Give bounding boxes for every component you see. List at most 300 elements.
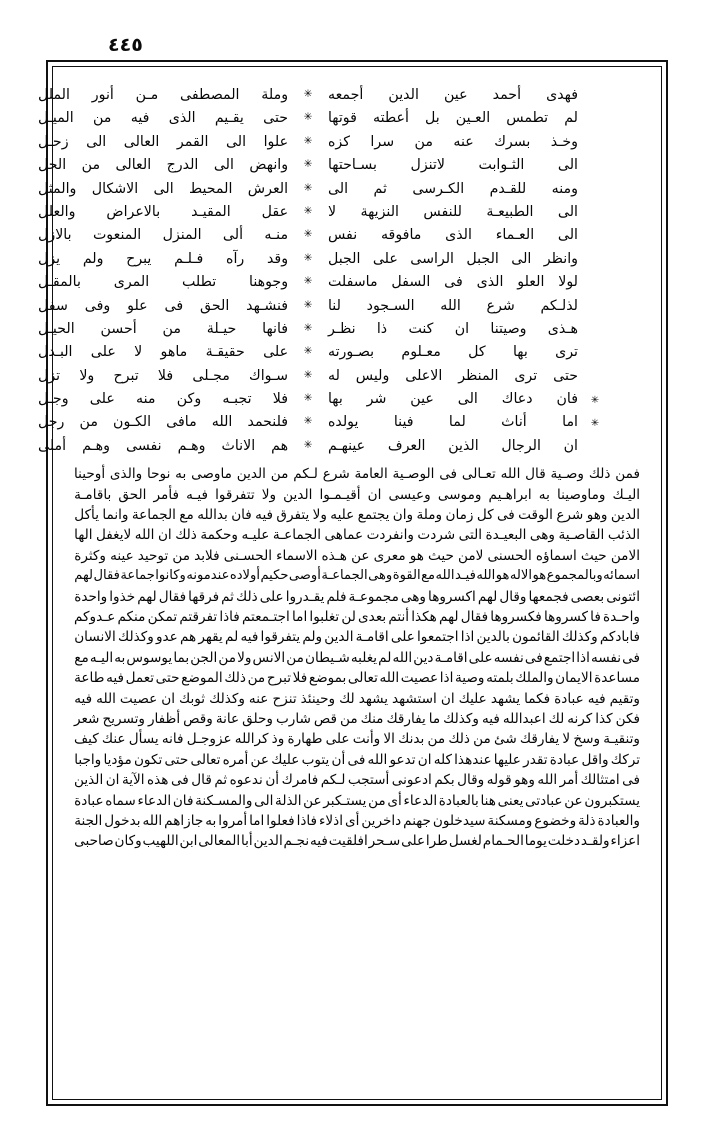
prose-word: وتنقيـة bbox=[603, 731, 640, 748]
prose-word: ذلك bbox=[236, 588, 258, 605]
prose-word: فأمر bbox=[153, 486, 179, 503]
prose-word: وتقيم bbox=[609, 690, 640, 707]
verse-body bbox=[38, 201, 578, 224]
prose-word: ولقـد bbox=[580, 833, 610, 850]
verse-separator-star-icon: ✳ bbox=[303, 228, 313, 241]
prose-word: شـيطان bbox=[304, 649, 350, 666]
prose-word: دين bbox=[413, 649, 434, 666]
prose-word: به bbox=[538, 486, 550, 503]
verse-separator-star-icon: ✳ bbox=[303, 111, 313, 124]
prose-word: داخرين bbox=[361, 812, 402, 829]
prose-word: أمر bbox=[559, 772, 579, 789]
prose-word: الجماعة bbox=[131, 507, 176, 524]
prose-word: تقدر bbox=[523, 751, 548, 768]
prose-word: الله bbox=[392, 649, 413, 666]
prose-line bbox=[74, 525, 640, 545]
prose-word: لـكم bbox=[320, 772, 346, 789]
prose-word: منك bbox=[360, 710, 384, 727]
verse-hemistich-second: وانهض الى الدرج العالى من الحل bbox=[38, 157, 289, 174]
prose-word: مجموعـة bbox=[348, 588, 399, 605]
prose-word: الها bbox=[74, 527, 93, 544]
prose-word: اجتمعوا bbox=[417, 629, 459, 646]
prose-word: الا bbox=[383, 731, 395, 748]
prose-word: يغلبه bbox=[350, 649, 378, 666]
verse-line bbox=[38, 201, 612, 224]
verse-separator-star-icon: ✳ bbox=[303, 88, 313, 100]
prose-word: الاله bbox=[509, 568, 532, 584]
prose-word: عندمونه bbox=[186, 568, 230, 584]
prose-word: اذا bbox=[576, 649, 590, 666]
prose-word: وهى bbox=[529, 527, 555, 544]
verse-line bbox=[38, 154, 612, 177]
verse-body bbox=[38, 131, 578, 154]
prose-word: ذلك bbox=[224, 670, 246, 687]
prose-word: الحـمام bbox=[482, 833, 524, 850]
prose-word: سـحر bbox=[368, 833, 401, 850]
prose-word: فابادكم bbox=[599, 629, 640, 646]
prose-word: لـكم bbox=[293, 466, 318, 483]
prose-line bbox=[74, 668, 640, 688]
prose-word: اذا bbox=[439, 670, 454, 687]
prose-word: الجماعـة bbox=[272, 527, 321, 544]
verse-body bbox=[38, 178, 578, 201]
prose-word: حكيم bbox=[260, 568, 289, 584]
verse-separator-star-icon: ✳ bbox=[303, 415, 313, 428]
verse-hemistich-second: فانها حيـلة من أحسن الحيـل bbox=[38, 320, 289, 337]
prose-word: حتى bbox=[164, 751, 189, 768]
verse-hemistich-second: فنشـهد الحق فى علو وفى سفل bbox=[38, 297, 289, 314]
verse-line bbox=[38, 84, 612, 107]
prose-word: عماهى bbox=[324, 527, 364, 544]
verse-body bbox=[38, 318, 578, 341]
prose-word: وكذلك bbox=[561, 629, 598, 646]
verse-separator-star-icon: ✳ bbox=[303, 134, 313, 147]
prose-word: وكان bbox=[114, 833, 142, 850]
prose-word: يجتمع bbox=[357, 507, 390, 524]
prose-word: والذى bbox=[109, 466, 143, 483]
prose-word: اجتـمعتم bbox=[242, 608, 290, 625]
prose-word: تدعو bbox=[389, 751, 416, 768]
prose-word: نفسه bbox=[590, 649, 622, 666]
verse-line bbox=[38, 435, 612, 458]
verse-body bbox=[38, 388, 578, 411]
prose-word: اللهيب bbox=[142, 833, 179, 850]
prose-word: ابراهـيم bbox=[488, 486, 532, 503]
prose-word: الله bbox=[500, 466, 521, 483]
prose-word: فيه bbox=[106, 670, 124, 687]
prose-word: دخلت bbox=[547, 833, 581, 850]
prose-word: الآية bbox=[121, 772, 145, 789]
verse-line bbox=[38, 365, 612, 388]
prose-word: والعبادة bbox=[597, 812, 640, 829]
prose-word: لهم bbox=[477, 588, 498, 605]
prose-word: أى bbox=[387, 792, 402, 809]
prose-word: هو bbox=[532, 568, 547, 584]
prose-word: يقـدروا bbox=[285, 588, 325, 605]
prose-word: فيه bbox=[255, 507, 274, 524]
prose-word: تعمل bbox=[125, 670, 155, 687]
prose-word: فرقها bbox=[188, 588, 220, 605]
prose-word: الله bbox=[435, 568, 455, 584]
prose-word: طرا bbox=[425, 833, 448, 850]
prose-word: معرى bbox=[373, 547, 406, 564]
verse-hemistich-first: فهدى أحمد عين الدين أجمعه bbox=[327, 87, 578, 103]
verse-hemistich-second: وملة المصطفى مـن أنور الملل bbox=[38, 87, 289, 103]
prose-word: يوسوس bbox=[126, 649, 173, 666]
prose-line bbox=[74, 709, 640, 729]
verse-hemistich-second: فلنحمد الله مافى الكـون من رجل bbox=[38, 414, 289, 431]
prose-word: لم bbox=[225, 629, 239, 646]
verse-line bbox=[38, 271, 612, 294]
prose-word: وانفردت bbox=[366, 527, 414, 544]
prose-word: الله bbox=[367, 751, 388, 768]
prose-word: كذا bbox=[595, 710, 613, 727]
prose-word: لهم bbox=[137, 588, 157, 605]
verse-separator-star-icon: ✳ bbox=[303, 392, 313, 405]
prose-word: بالعبادة bbox=[438, 792, 479, 809]
prose-word: عن bbox=[303, 792, 322, 809]
prose-word: التى bbox=[458, 527, 483, 544]
prose-word: وأنت bbox=[352, 731, 381, 748]
prose-word: والملك bbox=[515, 670, 554, 687]
folio-page-number: ٤٤٥ bbox=[108, 34, 143, 56]
prose-word: عصيت bbox=[400, 670, 439, 687]
prose-word: فلا bbox=[292, 670, 308, 687]
prose-line bbox=[74, 791, 640, 811]
verse-body bbox=[38, 271, 578, 294]
verse-separator-star-icon: ✳ bbox=[303, 321, 313, 334]
verse-separator-star-icon: ✳ bbox=[303, 181, 313, 194]
prose-word: وحكمة bbox=[200, 527, 238, 544]
prose-word: وهو bbox=[586, 507, 608, 524]
prose-word: قوله bbox=[486, 772, 512, 789]
prose-word: عبادة bbox=[74, 792, 104, 809]
prose-word: ما bbox=[428, 710, 441, 727]
prose-word: توحيد bbox=[137, 547, 169, 564]
prose-word: هـذه bbox=[321, 547, 347, 564]
prose-word: الى bbox=[254, 792, 274, 809]
prose-word: يشهد bbox=[358, 690, 388, 707]
prose-word: عبادة bbox=[554, 690, 584, 707]
prose-word: تتفرقوا bbox=[215, 486, 255, 503]
prose-word: فى bbox=[622, 649, 640, 666]
prose-word: وموسى bbox=[437, 486, 482, 503]
prose-word: فى bbox=[347, 751, 366, 768]
prose-word: هم bbox=[179, 629, 197, 646]
prose-word: شارب bbox=[275, 710, 311, 727]
prose-word: فى bbox=[439, 466, 458, 483]
prose-word: القائمون bbox=[512, 629, 560, 646]
verse-poem-block bbox=[36, 84, 640, 458]
prose-word: يأكل bbox=[74, 507, 99, 524]
prose-word: الجنة bbox=[74, 812, 103, 829]
prose-word: امتثالك bbox=[580, 772, 620, 789]
prose-word: الله bbox=[134, 527, 155, 544]
prose-word: كيف bbox=[74, 731, 99, 748]
prose-word: واحـدة bbox=[603, 608, 640, 625]
verse-body bbox=[38, 411, 578, 434]
prose-word: ثم bbox=[214, 772, 228, 789]
prose-word: الوقت bbox=[518, 507, 553, 524]
prose-word: وتسريح bbox=[102, 710, 145, 727]
prose-word: يعنى bbox=[497, 792, 524, 809]
prose-word: نوحا bbox=[147, 466, 171, 483]
prose-word: الدعاء bbox=[137, 792, 172, 809]
prose-word: وخضوع bbox=[534, 812, 577, 829]
prose-word: البعيـدة bbox=[485, 527, 527, 544]
verse-hemistich-first: لولا العلو الذى فى السفل ماسفلت bbox=[327, 274, 578, 291]
prose-word: لايغفل bbox=[95, 527, 132, 544]
prose-word: فان bbox=[231, 507, 252, 524]
prose-word: عن bbox=[564, 792, 583, 809]
prose-line bbox=[74, 750, 640, 770]
prose-word: عصيت bbox=[119, 690, 158, 707]
prose-word: بلمته bbox=[486, 670, 514, 687]
prose-word: وماوصينا bbox=[556, 486, 606, 503]
prose-word: واحدة bbox=[74, 588, 108, 605]
prose-word: حيث bbox=[580, 547, 607, 564]
verse-separator-star-icon: ✳ bbox=[303, 345, 313, 358]
prose-word: عينه bbox=[110, 547, 134, 564]
verse-hemistich-second: منـه ألى المنزل المنعوت بالازل bbox=[38, 227, 289, 244]
prose-word: أمره bbox=[222, 751, 249, 768]
prose-word: لا bbox=[562, 731, 571, 748]
prose-word: تركك bbox=[610, 751, 640, 768]
verse-separator-star-icon: ✳ bbox=[303, 368, 313, 381]
prose-word: سماه bbox=[105, 792, 136, 809]
prose-word: وكذلك bbox=[443, 710, 479, 727]
prose-word: أن bbox=[331, 751, 346, 768]
prose-word: اليـك bbox=[612, 486, 640, 503]
prose-word: قال bbox=[191, 772, 212, 789]
prose-line bbox=[74, 689, 640, 709]
prose-word: لك bbox=[339, 690, 355, 707]
prose-word: فيـد bbox=[454, 568, 476, 584]
prose-word: يشهد bbox=[490, 690, 521, 707]
prose-word: به bbox=[175, 466, 187, 483]
prose-word: وقال bbox=[499, 588, 527, 605]
verse-line bbox=[38, 411, 612, 434]
prose-word: بعصى bbox=[570, 588, 605, 605]
prose-word: عن bbox=[351, 547, 370, 564]
prose-word: فان bbox=[172, 792, 194, 809]
prose-word: اجتمع bbox=[543, 649, 576, 666]
prose-word: سيدخلون bbox=[432, 812, 486, 829]
prose-word: الذلة bbox=[275, 792, 302, 809]
prose-word: به bbox=[205, 812, 217, 829]
prose-word: يستكبرون bbox=[584, 792, 640, 809]
prose-word: فى bbox=[170, 772, 189, 789]
prose-word: أقيـمـوا bbox=[319, 486, 361, 503]
prose-word: وان bbox=[392, 507, 414, 524]
prose-word: عنك bbox=[101, 731, 126, 748]
prose-line bbox=[74, 587, 640, 607]
prose-word: أوحينا bbox=[74, 466, 106, 483]
prose-word: الجماعـة bbox=[321, 568, 368, 584]
prose-word: اليـه bbox=[89, 649, 114, 666]
prose-word: فقال bbox=[93, 568, 120, 584]
prose-word: جماعة bbox=[120, 568, 155, 584]
page-content bbox=[38, 74, 654, 1092]
prose-word: اسماؤه bbox=[535, 547, 577, 564]
verse-hemistich-first: الى الطبيعـة للنفس النزيهة لا bbox=[327, 203, 578, 220]
prose-word: بدخول bbox=[104, 812, 141, 829]
prose-word: لن bbox=[341, 608, 356, 625]
prose-word: الله bbox=[142, 812, 163, 829]
prose-word: يفارقك bbox=[386, 710, 426, 727]
verse-body bbox=[38, 154, 578, 177]
prose-word: نجـم bbox=[283, 833, 310, 850]
prose-word: فى bbox=[622, 772, 640, 789]
prose-word: كسروها bbox=[544, 608, 588, 625]
prose-word: وكذلك bbox=[117, 629, 154, 646]
prose-word: القاصـية bbox=[558, 527, 605, 544]
prose-word: فيه bbox=[240, 629, 259, 646]
prose-word: قال bbox=[525, 466, 546, 483]
prose-word: وهو bbox=[514, 772, 535, 789]
verse-hemistich-second: حتى يقـيم الذى فيه من الميـل bbox=[38, 110, 289, 127]
prose-word: عندهذا bbox=[454, 751, 492, 768]
verse-body bbox=[38, 341, 578, 364]
prose-word: فقال bbox=[460, 608, 489, 625]
prose-word: جهنم bbox=[403, 812, 431, 829]
verse-separator-star-icon: ✳ bbox=[303, 204, 313, 217]
prose-word: عليه bbox=[330, 507, 355, 524]
prose-word: بعدى bbox=[358, 608, 387, 625]
prose-word: باقامـة bbox=[74, 486, 112, 503]
prose-word: مؤديا bbox=[103, 751, 132, 768]
prose-word: يتفرق bbox=[276, 507, 310, 524]
prose-word: فى bbox=[524, 649, 543, 666]
prose-word: يسأل bbox=[128, 731, 159, 748]
prose-word: من bbox=[339, 710, 358, 727]
prose-word: مع bbox=[179, 507, 194, 524]
prose-word: شرع bbox=[322, 466, 350, 483]
prose-word: وكذلك bbox=[209, 690, 245, 707]
prose-word: ذلك bbox=[588, 466, 611, 483]
prose-word: عانة bbox=[215, 710, 240, 727]
verse-hemistich-first: هـذى وصيتنا ان كنت ذا نظـر bbox=[327, 320, 578, 337]
prose-word: اقامـة bbox=[355, 629, 389, 646]
prose-word: فاذا bbox=[296, 812, 318, 829]
prose-word: ان bbox=[161, 690, 176, 707]
prose-word: تعالى bbox=[190, 751, 221, 768]
prose-word: لم bbox=[378, 649, 392, 666]
prose-word: شئ bbox=[493, 731, 517, 748]
prose-word: بموضع bbox=[308, 670, 347, 687]
prose-word: لهم bbox=[439, 608, 459, 625]
prose-word: زمان bbox=[445, 507, 474, 524]
prose-word: واقل bbox=[581, 751, 609, 768]
prose-word: ومسكنة bbox=[487, 812, 533, 829]
prose-word: ذلك bbox=[448, 731, 470, 748]
verse-hemistich-second: وجوهنا تطلب المرى بالمقـل bbox=[38, 274, 289, 291]
prose-word: عبادتى bbox=[525, 792, 563, 809]
prose-word: طاعة bbox=[74, 670, 105, 687]
prose-word: وقال bbox=[457, 772, 485, 789]
prose-word: فاذا bbox=[219, 608, 240, 625]
prose-word: ان bbox=[367, 486, 382, 503]
prose-word: بدنك bbox=[398, 731, 425, 748]
verse-hemistich-first: وانظر الى الجبل الراسى على الجبل bbox=[327, 250, 578, 267]
prose-word: وكانوا bbox=[155, 568, 186, 584]
prose-word: الحسـنى bbox=[223, 547, 272, 564]
prose-word: به bbox=[114, 649, 126, 666]
prose-word: عبادة bbox=[549, 751, 580, 768]
prose-line bbox=[74, 627, 640, 647]
prose-word: عـدوكم bbox=[74, 608, 116, 625]
prose-word: فيـه bbox=[186, 486, 208, 503]
prose-word: كرنه bbox=[567, 710, 593, 727]
prose-word: ذلك bbox=[175, 527, 197, 544]
prose-word: اعزاء bbox=[610, 833, 640, 850]
prose-word: وملة bbox=[416, 507, 443, 524]
verse-hemistich-first: ان الرجال الذين العرف عينهـم bbox=[327, 437, 578, 454]
prose-word: افلقيت bbox=[328, 833, 368, 850]
prose-word: اقامـة bbox=[434, 649, 468, 666]
prose-word: اسمائه bbox=[603, 568, 640, 584]
prose-line bbox=[74, 566, 640, 586]
prose-word: استشهد bbox=[392, 690, 437, 707]
prose-word: فلم bbox=[326, 588, 347, 605]
verse-separator-star-icon: ✳ bbox=[303, 298, 313, 311]
verse-body bbox=[38, 295, 578, 318]
prose-word: الدعاء bbox=[403, 792, 438, 809]
prose-word: هذه bbox=[147, 772, 169, 789]
prose-word: حيث bbox=[428, 547, 454, 564]
prose-word: يتوب bbox=[301, 751, 330, 768]
prose-word: وبالمجموع bbox=[546, 568, 603, 584]
prose-word: اذلاء bbox=[319, 812, 343, 829]
prose-word: يتفرقوا bbox=[260, 629, 301, 646]
prose-word: لهم bbox=[74, 568, 94, 584]
verse-separator-star-icon: ✳ bbox=[303, 275, 313, 288]
prose-word: على bbox=[468, 649, 493, 666]
prose-word: الانسان bbox=[74, 629, 116, 646]
prose-word: الموضع bbox=[181, 670, 223, 687]
prose-word: الله bbox=[537, 772, 558, 789]
prose-word: عدو bbox=[155, 629, 178, 646]
prose-word: مساعدة bbox=[594, 670, 640, 687]
prose-line bbox=[74, 485, 640, 505]
prose-word: الحق bbox=[118, 486, 147, 503]
prose-word: أوصى bbox=[288, 568, 321, 584]
verse-hemistich-second: العرش المحيط الى الاشكال والمثل bbox=[38, 180, 289, 197]
prose-word: جازاهم bbox=[164, 812, 204, 829]
prose-word: واجبا bbox=[74, 751, 102, 768]
prose-word: عزوجـل bbox=[186, 731, 232, 748]
prose-word: لك bbox=[548, 710, 565, 727]
prose-word: ولا bbox=[261, 486, 277, 503]
prose-word: فكسروها bbox=[490, 608, 542, 625]
prose-paragraph-block bbox=[74, 464, 640, 851]
prose-word: فكن bbox=[615, 710, 640, 727]
prose-word: يفارقك bbox=[519, 731, 560, 748]
prose-word: كله bbox=[433, 751, 452, 768]
prose-word: فى bbox=[496, 507, 515, 524]
prose-word: ابن bbox=[179, 833, 198, 850]
prose-line bbox=[74, 831, 640, 851]
verse-hemistich-second: علوا الى القمر العالى الى زحـل bbox=[38, 133, 289, 150]
prose-word: فا bbox=[590, 608, 601, 625]
prose-word: بكم bbox=[434, 772, 455, 789]
prose-word: ولم bbox=[302, 629, 323, 646]
prose-line bbox=[74, 770, 640, 790]
verse-hemistich-first: فان دعاك الى عين شر بها bbox=[327, 391, 578, 408]
verse-margin-star-icon: ✳ bbox=[590, 395, 600, 407]
verse-line bbox=[38, 248, 612, 271]
verse-body bbox=[38, 435, 578, 458]
